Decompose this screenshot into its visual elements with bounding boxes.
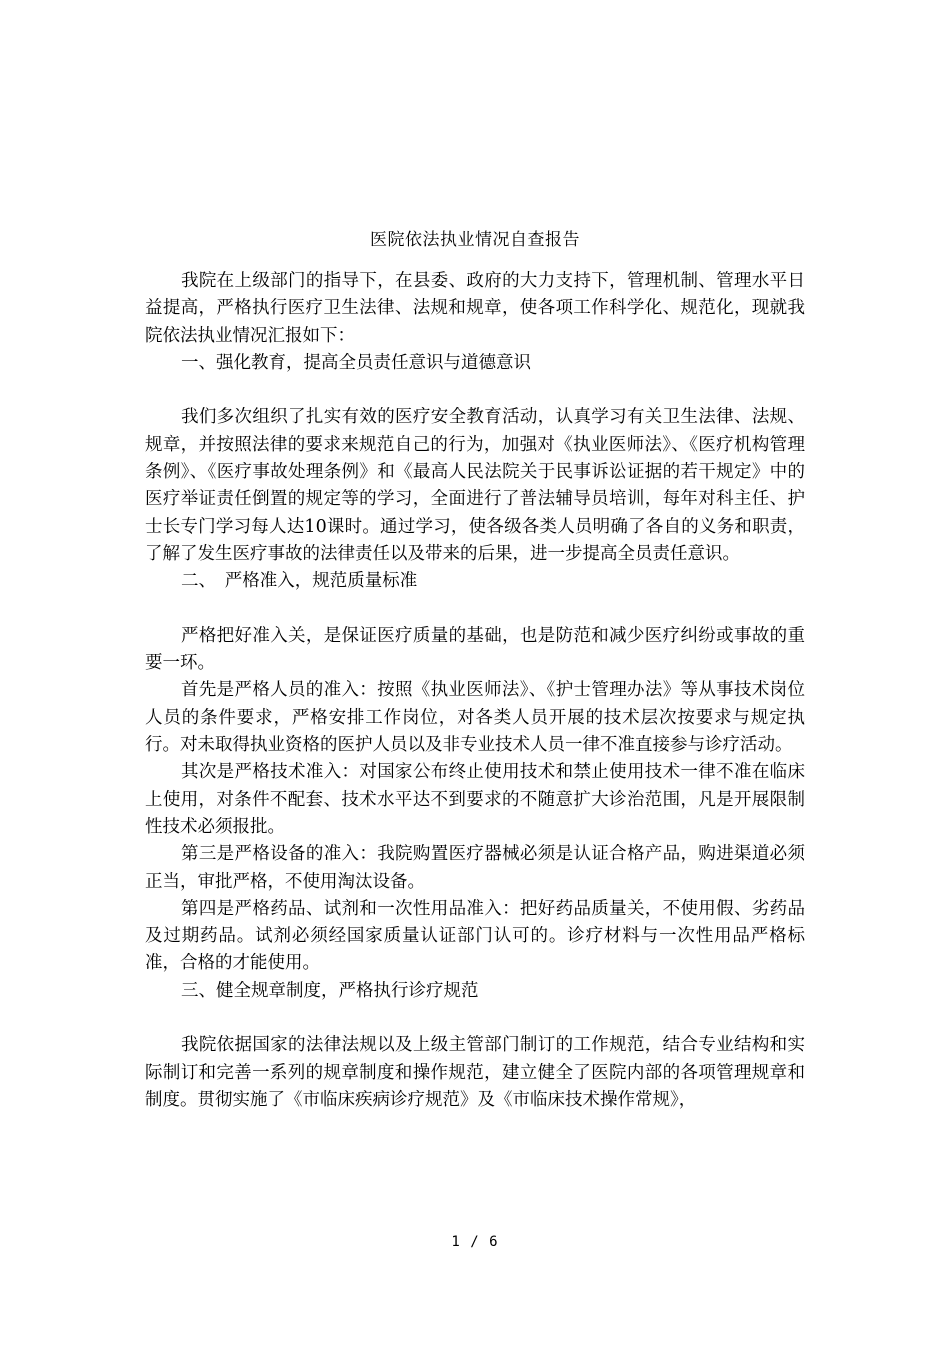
paragraph-intro: 我院在上级部门的指导下，在县委、政府的大力支持下，管理机制、管理水平日益提高，严格执行医疗卫生法律、法规和规章，使各项工作科学化、规范化，现就我院依法执业情况汇报如下：	[145, 271, 805, 346]
blank-line	[145, 377, 805, 404]
section-heading-1: 一、强化教育，提高全员责任意识与道德意识	[181, 352, 531, 373]
paragraph-personnel-access: 首先是严格人员的准入：按照《执业医师法》、《护士管理办法》等从事技术岗位人员的条件要求，严格安排工作岗位，对各类人员开展的技术层次按要求与规定执行。对未取得执业资格的医护人员以及非专业技术人员一律不准直接参与诊疗活动。	[145, 680, 805, 756]
blank-line	[145, 1005, 805, 1032]
section-heading-2: 二、 严格准入，规范质量标准	[181, 571, 418, 592]
document-body	[145, 268, 805, 1114]
paragraph-drug-access: 第四是严格药品、试剂和一次性用品准入：把好药品质量关，不使用假、劣药品及过期药品。试剂必须经国家质量认证部门认可的。诊疗材料与一次性用品严格标准，合格的才能使用。	[145, 898, 805, 974]
paragraph-access-intro: 严格把好准入关，是保证医疗质量的基础，也是防范和减少医疗纠纷或事故的重要一环。	[145, 625, 805, 674]
paragraph-equipment-access: 第三是严格设备的准入：我院购置医疗器械必须是认证合格产品，购进渠道必须正当，审批严格，不使用淘汰设备。	[145, 844, 805, 892]
page-number: 1 / 6	[451, 1234, 499, 1250]
document-title: 医院依法执业情况自查报告	[370, 230, 580, 250]
section-heading-3: 三、健全规章制度，严格执行诊疗规范	[181, 980, 479, 1001]
blank-line	[145, 596, 805, 623]
paragraph-regulations: 我院依据国家的法律法规以及上级主管部门制订的工作规范，结合专业结构和实际制订和完善一系列的规章制度和操作规范，建立健全了医院内部的各项管理规章和制度。贯彻实施了《市临床疾病诊疗规范》及《市临床技术操作常规》，	[145, 1035, 805, 1110]
paragraph-technology-access: 其次是严格技术准入：对国家公布终止使用技术和禁止使用技术一律不准在临床上使用，对条件不配套、技术水平达不到要求的不随意扩大诊治范围，凡是开展限制性技术必须报批。	[145, 762, 805, 837]
paragraph-education: 我们多次组织了扎实有效的医疗安全教育活动，认真学习有关卫生法律、法规、规章，并按照法律的要求来规范自己的行为，加强对《执业医师法》、《医疗机构管理条例》、《医疗事故处理条例》和《最高人民法院关于民事诉讼证据的若干规定》中的医疗举证责任倒置的规定等的学习，全面进行了普法辅导员培训，每年对科主任、护士长专门学习每人达10课时。通过学习，使各级各类人员明确了各自的义务和职责，了解了发生医疗事故的法律责任以及带来的后果，进一步提高全员责任意识。	[145, 407, 805, 564]
